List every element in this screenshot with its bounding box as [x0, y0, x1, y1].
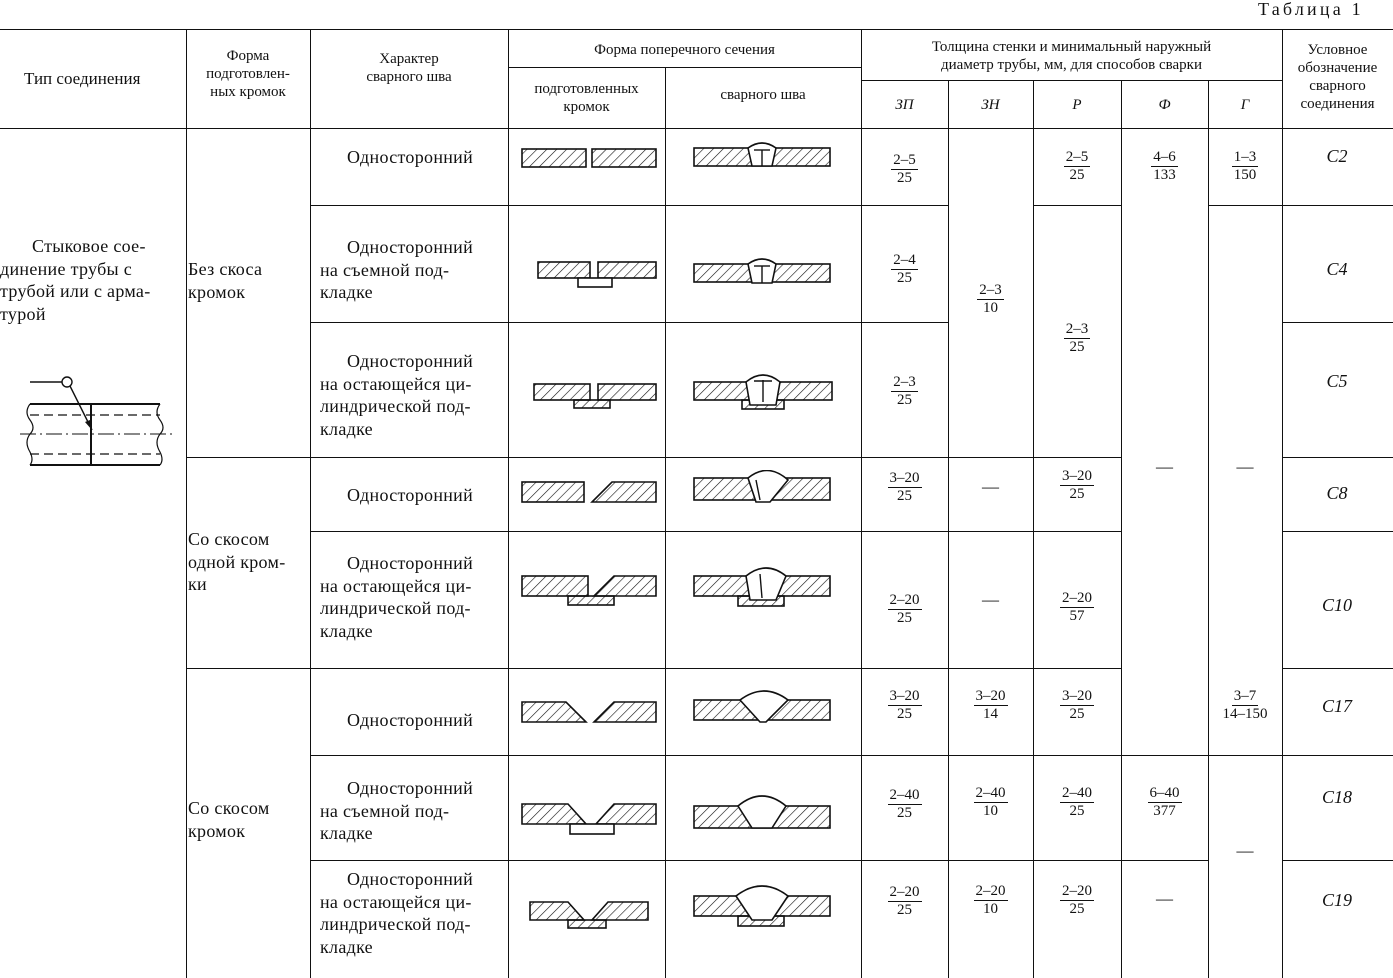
- fraction-denominator: 25: [897, 805, 912, 821]
- character-line: кладке: [320, 936, 373, 957]
- joint-type-line: динение трубы с: [0, 258, 133, 279]
- fraction-denominator: 25: [1069, 339, 1085, 355]
- row-rule-6: [310, 755, 1393, 756]
- header-method-r: Р: [1072, 97, 1082, 113]
- weld-drawing-row-5: [692, 566, 836, 614]
- fraction-denominator: 133: [1153, 167, 1176, 183]
- fraction-numerator: 3–7: [1233, 688, 1257, 704]
- header-symbol-line: обозначение: [1297, 60, 1378, 76]
- zn-row-5-dash: —: [982, 590, 999, 609]
- header-weld-character-line: Характер: [379, 51, 439, 67]
- header-joint-type: Тип соединения: [24, 69, 141, 88]
- fraction-denominator: 25: [897, 170, 912, 186]
- joint-type-text: [0, 235, 151, 325]
- edge-drawing-row-5: [520, 572, 660, 612]
- fraction-numerator: 3–20: [889, 688, 920, 704]
- symbol-row-4: C8: [1326, 483, 1348, 503]
- edge-drawing-row-8: [528, 898, 660, 938]
- row-rule-4: [310, 531, 1121, 532]
- row-rule-1b: [1033, 205, 1121, 206]
- fraction-denominator: 25: [897, 392, 912, 408]
- character-line: Односторонний: [347, 351, 474, 371]
- edge-form-line: кромок: [188, 820, 246, 841]
- fraction-numerator: 2–5: [893, 152, 916, 168]
- fraction-numerator: 4–6: [1153, 149, 1176, 165]
- edge-form-two-bevel: [188, 797, 270, 842]
- character-line: на остающейся ци-: [320, 575, 472, 596]
- cross-section-sub-rule: [508, 67, 861, 68]
- character-line: на съемной под-: [320, 800, 450, 821]
- fraction-numerator: 2–40: [975, 785, 1006, 801]
- col-rule-8: [1121, 80, 1122, 978]
- header-thickness: [861, 38, 1282, 74]
- fraction-denominator: 377: [1153, 803, 1176, 819]
- symbol-row-2: C4: [1326, 259, 1348, 279]
- character-line: Односторонний: [347, 869, 474, 889]
- character-row-4: [347, 484, 473, 507]
- fraction-denominator: 10: [983, 901, 998, 917]
- character-row-7: [320, 777, 473, 845]
- symbol-row-5: C10: [1321, 595, 1352, 615]
- fraction-numerator: 2–5: [1065, 149, 1089, 165]
- header-symbol-line: сварного: [1309, 78, 1366, 94]
- header-weld-character: [312, 50, 506, 86]
- row-rule-2: [310, 322, 948, 323]
- r-row-5: [1033, 591, 1121, 624]
- r-row-8: [1033, 884, 1121, 917]
- joint-type-line: турой: [0, 303, 46, 324]
- fraction-numerator: 6–40: [1149, 785, 1180, 801]
- zp-row-6: [861, 689, 948, 722]
- character-line: линдрической под-: [320, 598, 471, 618]
- fraction-denominator: 10: [983, 300, 998, 316]
- header-edge-form-line: подготовлен-: [206, 66, 290, 82]
- col-rule-2: [310, 29, 311, 978]
- fraction-denominator: 25: [897, 902, 912, 918]
- fraction-numerator: 2–20: [889, 592, 920, 608]
- character-line: Односторонний: [347, 778, 474, 798]
- col-rule-3: [508, 29, 509, 978]
- zp-row-7: [861, 788, 948, 821]
- fraction-numerator: 2–3: [893, 374, 916, 390]
- col-rule-4: [665, 67, 666, 978]
- col-rule-7: [1033, 80, 1034, 978]
- joint-type-line: трубой или с арма-: [0, 281, 151, 301]
- zn-row-4-dash: —: [982, 477, 999, 496]
- edge-form-line: Со скосом: [188, 798, 270, 818]
- fraction-denominator: 25: [1069, 486, 1085, 502]
- fraction-numerator: 2–20: [889, 884, 920, 900]
- character-row-1: [347, 146, 473, 169]
- row-rule-3b: [1282, 457, 1393, 458]
- zn-row-8: [948, 884, 1033, 917]
- character-row-2: [320, 236, 473, 304]
- fraction-numerator: 3–20: [1062, 468, 1092, 484]
- fraction-denominator: 25: [1069, 167, 1085, 183]
- edge-drawing-row-7: [520, 800, 660, 840]
- row-rule-7: [310, 860, 1208, 861]
- fraction-numerator: 2–3: [1065, 321, 1089, 337]
- header-prepared-edges-line: подготовленных: [534, 81, 639, 97]
- row-rule-1c: [1208, 205, 1393, 206]
- character-row-3: [320, 350, 473, 440]
- fraction-denominator: 25: [1069, 706, 1085, 722]
- fraction-denominator: 25: [897, 610, 912, 626]
- character-line: Односторонний: [347, 553, 474, 573]
- fraction-numerator: 1–3: [1233, 149, 1257, 165]
- symbol-row-7: C18: [1321, 787, 1352, 807]
- character-row-5: [320, 552, 473, 642]
- pipe-joint-sketch: [18, 372, 186, 472]
- edge-form-line: ки: [188, 574, 207, 594]
- g-row-1: [1208, 150, 1282, 183]
- character-row-8: [320, 868, 473, 958]
- fraction-denominator: 14–150: [1222, 706, 1268, 722]
- header-symbol-line: Условное: [1307, 42, 1368, 58]
- header-thickness-line: Толщина стенки и минимальный наружный: [931, 39, 1212, 55]
- row-rule-2b: [1282, 322, 1393, 323]
- weld-drawing-row-7: [692, 794, 832, 836]
- header-weld-seam: сварного шва: [720, 87, 806, 103]
- r-row-1: [1033, 150, 1121, 183]
- header-thickness-line: диаметр трубы, мм, для способов сварки: [941, 57, 1202, 73]
- character-line: кладке: [320, 418, 373, 439]
- col-rule-1: [186, 29, 187, 978]
- fraction-numerator: 2–40: [1062, 785, 1092, 801]
- zp-row-1: [861, 153, 948, 186]
- edge-form-line: Без скоса: [188, 259, 263, 279]
- zp-row-3: [861, 375, 948, 408]
- methods-sub-rule: [861, 80, 1282, 81]
- fraction-numerator: 2–40: [889, 787, 920, 803]
- fraction-denominator: 14: [983, 706, 998, 722]
- r-row-4: [1033, 469, 1121, 502]
- row-rule-1: [310, 205, 948, 206]
- symbol-row-6: C17: [1321, 696, 1352, 716]
- zp-row-5: [861, 593, 948, 626]
- header-method-g: Г: [1240, 97, 1250, 113]
- row-rule-7b: [1282, 860, 1393, 861]
- fraction-numerator: 2–20: [1062, 590, 1092, 606]
- edge-drawing-row-3: [532, 378, 660, 414]
- fraction-denominator: 10: [983, 803, 998, 819]
- zp-row-8: [861, 885, 948, 918]
- zp-row-4: [861, 471, 948, 504]
- character-line: на остающейся ци-: [320, 373, 472, 394]
- header-cross-section: Форма поперечного сечения: [594, 42, 775, 58]
- character-line: Односторонний: [347, 710, 474, 730]
- symbol-row-1: C2: [1326, 146, 1348, 166]
- f-row-7: [1121, 786, 1208, 819]
- row-rule-4b: [1282, 531, 1393, 532]
- row-rule-3: [186, 457, 1121, 458]
- fraction-denominator: 57: [1069, 608, 1085, 624]
- character-line: кладке: [320, 823, 373, 843]
- fraction-denominator: 25: [1069, 803, 1085, 819]
- character-line: Односторонний: [347, 147, 474, 167]
- edge-form-line: Со скосом: [188, 529, 270, 549]
- table-top-border: [0, 29, 1393, 30]
- r-row-7: [1033, 786, 1121, 819]
- r-row-6: [1033, 689, 1121, 722]
- weld-drawing-row-1: [692, 140, 832, 176]
- character-line: Односторонний: [347, 485, 474, 505]
- f-row-8-dash: —: [1156, 889, 1173, 908]
- fraction-denominator: 150: [1233, 167, 1257, 183]
- edge-drawing-row-4: [520, 478, 660, 508]
- zn-row-7: [948, 786, 1033, 819]
- table-label: Таблица 1: [1258, 0, 1364, 19]
- f-row-1: [1121, 150, 1208, 183]
- character-line: кладке: [320, 282, 373, 302]
- g-rows-2-5-dash: —: [1236, 457, 1254, 476]
- fraction-numerator: 3–20: [889, 470, 920, 486]
- fraction-numerator: 2–20: [975, 883, 1006, 899]
- row-rule-5b: [1282, 668, 1393, 669]
- character-line: линдрической под-: [320, 914, 471, 934]
- fraction-numerator: 2–4: [893, 252, 916, 268]
- edge-drawing-row-2: [536, 256, 660, 292]
- fraction-denominator: 25: [1069, 901, 1085, 917]
- f-rows-2-6-dash: —: [1156, 457, 1173, 476]
- g-row-6: [1208, 689, 1282, 722]
- fraction-denominator: 25: [897, 488, 912, 504]
- zn-rows-2-3: [948, 283, 1033, 316]
- weld-drawing-row-6: [692, 690, 832, 730]
- zn-row-6: [948, 689, 1033, 722]
- weld-drawing-row-4: [692, 470, 832, 510]
- edge-form-line: одной кром-: [188, 551, 286, 572]
- symbol-row-3: C5: [1326, 371, 1348, 391]
- header-prepared-edges: [508, 80, 665, 116]
- header-edge-form: [188, 47, 308, 101]
- fraction-numerator: 2–3: [979, 282, 1002, 298]
- r-rows-2-3: [1033, 322, 1121, 355]
- zp-row-2: [861, 253, 948, 286]
- header-weld-character-line: сварного шва: [366, 69, 452, 85]
- weld-drawing-row-3: [692, 372, 836, 416]
- header-bottom-border: [0, 128, 1393, 129]
- header-prepared-edges-line: кромок: [563, 99, 610, 115]
- g-rows-7-8-dash: —: [1236, 841, 1254, 860]
- edge-form-one-bevel: [188, 528, 286, 596]
- fraction-denominator: 25: [897, 270, 912, 286]
- fraction-numerator: 3–20: [975, 688, 1006, 704]
- character-line: на съемной под-: [320, 259, 450, 280]
- row-rule-5: [186, 668, 1121, 669]
- header-symbol: [1282, 41, 1393, 113]
- col-rule-6: [948, 80, 949, 978]
- symbol-row-8: C19: [1321, 890, 1352, 910]
- header-method-f: Ф: [1158, 97, 1171, 113]
- edge-form-line: кромок: [188, 281, 246, 302]
- header-edge-form-line: Форма: [226, 48, 270, 64]
- header-method-zp: ЗП: [895, 97, 914, 113]
- header-method-zn: ЗН: [981, 97, 1000, 113]
- character-line: линдрической под-: [320, 396, 471, 416]
- character-line: кладке: [320, 620, 373, 641]
- fraction-denominator: 25: [897, 706, 912, 722]
- edge-drawing-row-6: [520, 698, 660, 728]
- header-edge-form-line: ных кромок: [210, 84, 286, 100]
- edge-form-no-bevel: [188, 258, 262, 303]
- edge-drawing-row-1: [520, 146, 660, 174]
- joint-type-line: Стыковое сое-: [32, 236, 146, 256]
- fraction-numerator: 3–20: [1062, 688, 1092, 704]
- fraction-numerator: 2–20: [1062, 883, 1092, 899]
- character-line: на остающейся ци-: [320, 891, 472, 912]
- header-symbol-line: соединения: [1300, 96, 1375, 112]
- character-line: Односторонний: [347, 237, 474, 257]
- weld-drawing-row-2: [692, 256, 832, 292]
- weld-drawing-row-8: [692, 884, 836, 932]
- character-row-6: [347, 709, 473, 732]
